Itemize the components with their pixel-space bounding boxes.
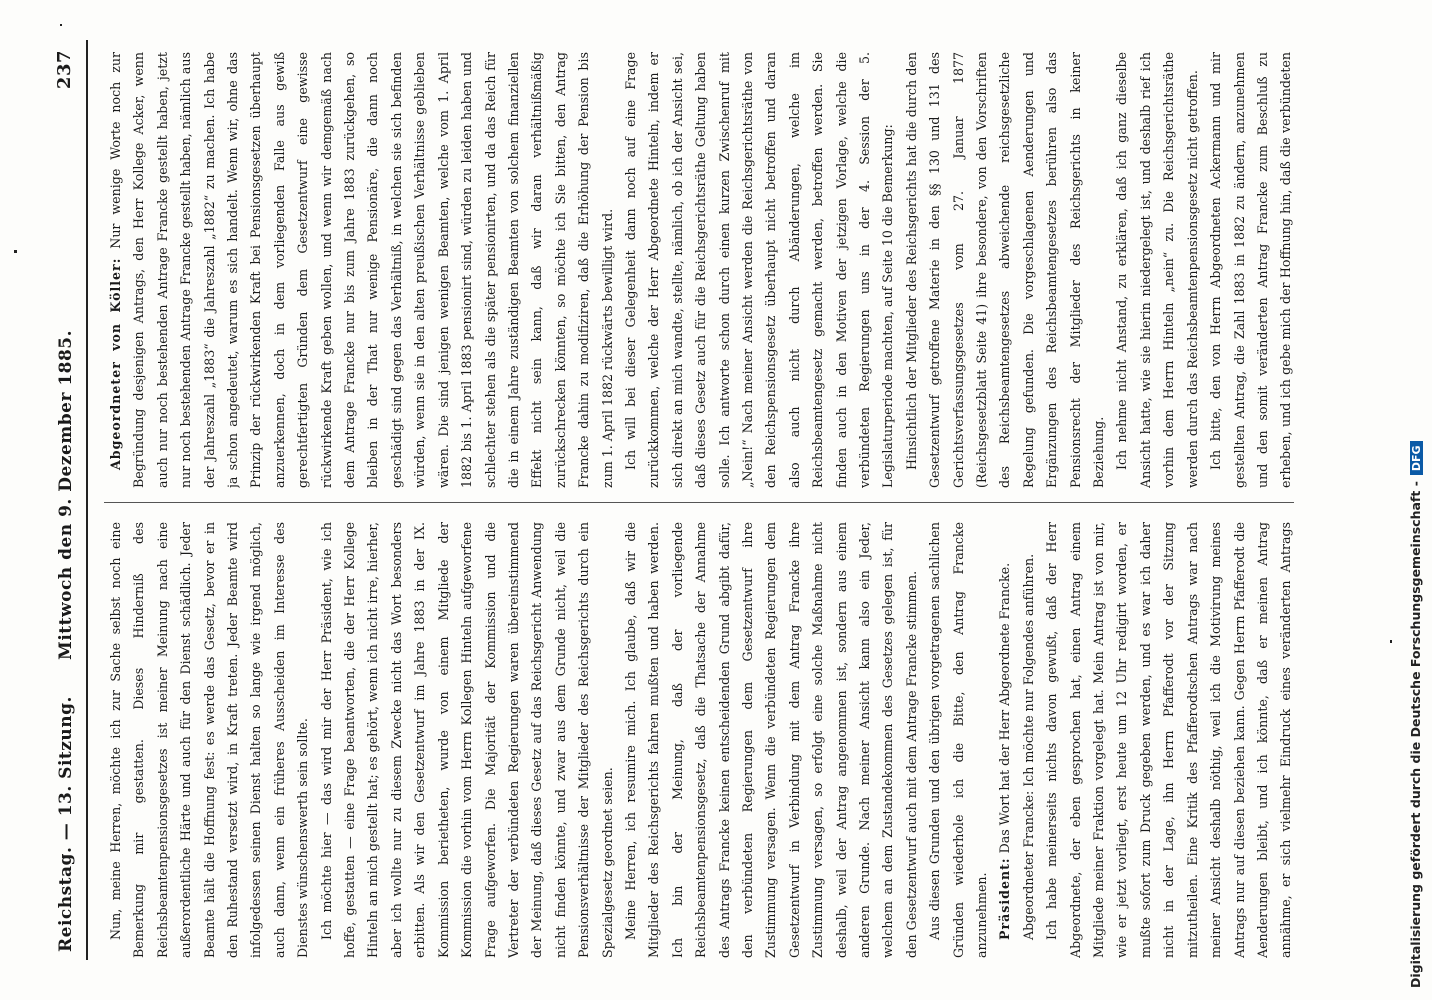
scan-speck <box>14 250 17 253</box>
text-paragraph <box>1040 522 1294 958</box>
header-session: Reichstag. — 13. Sitzung. <box>56 696 76 952</box>
scan-speck <box>60 24 62 26</box>
paragraph-text: Ich habe meinerseits nichts davon gewußt, daß der Herr Abgeordnete, der eben gesprochen hat, einen Antrag einem Mitgliede meiner Fraktion vorgelegt hat. Mein Antrag ist von mir, wie er jetzt vorliegt, erst heute um 12 Uhr redigirt worden, er mußte sofort zum Druck gegeben werden, und es war ich daher nicht in der Lage, ihn Herrn Pfafferodt vor der Sitzung mitzutheilen. Eine Kritik des Pfafferodtschen Antrags war nach meiner Ansicht deshalb nöthig, weil ich die Motivirung meines Antrags nur auf diesen beziehen kann. Gegen Herrn Pfafferodt die Aenderungen bleibt, und ich könnte, daß er meinen Antrag annähme, er sich vielmehr Eindruck eines veränderten Antrags <box>1044 522 1294 958</box>
paragraph-text: Ich möchte hier — das wird mir der Herr Präsident, wie ich hoffe, gestatten — eine Frage beantworten, die der Herr Kollege Hinteln an mich gestellt hat; es gehört, wenn ich nicht irre, hierher, aber ich wollte nur zu diesem Zwecke nicht das Wort besonders erbitten. Als wir den Gesetzentwurf im Jahre 1883 in der IX. Kommission berietheten, wurde von einem Mitgliede der Kommission die vorhin vom Herrn Kollegen Hinteln aufgeworfene Frage aufgeworfen. Die Majorität der Kommission und die Vertreter der verbündeten Regierungen waren übereinstimmend der Meinung, daß dieses Gesetz auf das Reichsgericht Anwendung nicht finden könnte, und zwar aus dem Grunde nicht, weil die Pensionsverhältnisse der Mitglieder des Reichsgerichts durch ein Spezialgesetz geordnet seien. <box>318 522 615 958</box>
text-paragraph <box>619 522 923 958</box>
speaker-paragraph <box>104 52 619 488</box>
right-text-column <box>104 52 1294 488</box>
paragraph-text: Das Wort hat der Herr Abgeordnete Francke. <box>997 562 1013 854</box>
paragraph-text: Nun, meine Herren, möchte ich zur Sache selbst noch eine Bemerkung mir gestatten. Dieses Hinderniß des Reichsbeamtenpensionsgesetzes ist meiner Meinung nach eine außerordentliche Härte und auch für den Dienst schädlich. Jeder Beamte hält die Hoffnung fest: es werde das Gesetz, bevor er in den Ruhestand versetzt wird, in Kraft treten. Jeder Beamte wird infolgedessen seinen Dienst halten so lange wie irgend möglich, auch dann, wenn ein früheres Ausscheiden im Interesse des Dienstes wünschenswerth sein sollte. <box>108 522 311 958</box>
header-date: Mittwoch den 9. Dezember 1885. <box>56 329 76 660</box>
scan-speck <box>1390 640 1392 643</box>
paragraph-text: Hinsichtlich der Mitglieder des Reichsgerichts hat die durch den Gesetzentwurf getroffene Materie in den §§ 130 und 131 des Gerichtsverfassungsgesetzes vom 27. Januar 1877 (Reichsgesetzblatt Seite 41) ihre besondere, von den Vorschriften des Reichsbeamtengesetzes abweichende reichsgesetzliche Regelung gefunden. Die vorgeschlagenen Aenderungen und Ergänzungen des Reichsbeamtengesetzes berühren also das Pensionsrecht der Mitglieder des Reichsgerichts in keiner Beziehung. <box>903 52 1107 488</box>
text-paragraph <box>315 522 619 958</box>
paragraph-text: Meine Herren, ich resumire mich. Ich glaube, daß wir die Mitglieder des Reichsgerichts fahren mußten und haben werden. Ich bin der Meinung, daß der vorliegende Reichsbeamtenpensionsgesetz, daß die Thatsache der Annahme des Antrags Francke keinen entscheidenden Grund abgibt dafür, den verbündeten Regierungen dem Gesetzentwurf ihre Zustimmung versagen. Wenn die verbündeten Regierungen dem Gesetzentwurf in Verbindung mit dem Antrag Francke ihre Zustimmung versagen, so erfolgt eine solche Maßnahme nicht deshalb, weil der Antrag angenommen ist, sondern aus einem anderen Grunde. Nach meiner Ansicht kann also ein Jeder, welchem an dem Zustandekommen des Gesetzes gelegen ist, für den Gesetzentwurf auch mit dem Antrage Francke stimmen. <box>622 522 919 958</box>
speaker-name: Abgeordneter von Köller: <box>108 257 123 470</box>
column-divider <box>104 502 1294 503</box>
text-paragraph <box>104 522 315 958</box>
text-paragraph <box>619 52 900 488</box>
paragraph-text: Ich bitte, den von Herrn Abgeordneten Ackermann und mir gestellten Antrag, die Zahl 1883 in 1882 zu ändern, anzunehmen und den somit veränderten Antrag Francke zum Beschluß zu erheben, und ich gebe mich der Hoffnung hin, daß die verbündeten <box>1208 52 1294 488</box>
paragraph-text: Abgeordneter Francke: Ich möchte nur Folgendes anführen. <box>1020 553 1036 940</box>
paragraph-text: Ich nehme nicht Anstand, zu erklären, daß ich ganz dieselbe Ansicht hatte, wie sie hierin niedergelegt ist, und deshalb rief ich vorhin dem Herrn Hinteln „nein“ zu. Die Reichsgerichtsräthe werden durch das Reichsbeamtenpensionsgesetz nicht getroffen. <box>1114 52 1200 488</box>
text-paragraph <box>900 52 1111 488</box>
paragraph-text: Nur wenige Worte noch zur Begründung desjenigen Antrags, den Herr Kollege Acker, wenn auch nur noch bestehenden Antrage Francke gestellt haben, jetzt nur noch bestehenden Antrage Francke gestellt haben, nämlich aus der Jahreszahl „1883“ die Jahreszahl „1882“ zu machen. Ich habe ja schon angedeutet, warum es sich handelt. Wenn wir, ohne das Prinzip der rückwirkenden Kraft bei Pensionsgesetzen überhaupt anzuerkennen, doch in dem vorliegenden Falle aus gewiß gerechtfertigten Gründen dem Gesetzentwurf eine gewisse rückwirkende Kraft geben wollen, und wenn wir demgemäß nach dem Antrage Francke nur bis zum Jahre 1883 zurückgehen, so bleiben in der That nur wenige Pensionäre, die dann noch geschädigt sind gegen das Verhältniß, in welchen sie sich befinden würden, wenn sie in den alten preußischen Verhältnisse geblieben wären. Die sind jenigen wenigen Beamten, welche vom 1. April 1882 bis 1. April 1883 pensionirt sind, würden zu leiden haben und schlechter stehen als die später pensionirten, und da das Reich für die in einem Jahre zuständigen Beamten von solchem finanziellen Effekt nicht sein kann, daß wir daran verhältnißmäßig zurückschrecken könnten, so möchte ich Sie bitten, den Antrag Francke dahin zu modifiziren, daß die Erhöhung der Pension bis zum 1. April 1882 rückwärts bewilligt wird. <box>108 52 615 488</box>
paragraph-text: Aus diesen Grunden und den übrigen vorgetragenen sachlichen Gründen wiederhole ich die Bitte, den Antrag Francke anzunehmen. <box>927 522 990 958</box>
rotated-document-page <box>46 40 1306 960</box>
left-text-column <box>104 522 1294 958</box>
page-header <box>46 40 88 960</box>
dfg-attribution-text: Digitalisierung gefördert durch die Deutsche Forschungsgemeinschaft - <box>1408 481 1423 988</box>
text-paragraph <box>1017 522 1040 958</box>
dfg-logo: DFG <box>1410 441 1423 475</box>
paragraph-text: Ich will bei dieser Gelegenheit dann noch auf eine Frage zurückkommen, welche der Herr Abgeordnete Hinteln, indem er sich direkt an mich wandte, stellte, nämlich, ob ich der Ansicht sei, daß dieses Gesetz auch für die Reichsgerichtsräthe Geltung haben solle. Ich antworte schon durch einen kurzen Zwischenruf mit „Nein!“ Nach meiner Ansicht werden die Reichsgerichtsräthe von den Reichspensionsgesetz überhaupt nicht betroffen und daran also auch nicht durch Abänderungen, welche im Reichsbeamtengesetz gemacht werden, betroffen werden. Sie finden auch in den Motiven der jetzigen Vorlage, welche die verbündeten Regierungen uns in der 4. Session der 5. Legislaturperiode machten, auf Seite 10 die Bemerkung: <box>622 52 896 488</box>
text-paragraph <box>1204 52 1294 488</box>
text-paragraph <box>1110 52 1204 488</box>
dfg-attribution <box>1408 0 1430 988</box>
speaker-paragraph <box>993 522 1016 958</box>
speaker-name: Präsident: <box>997 857 1013 940</box>
text-paragraph <box>923 522 993 958</box>
page-number: 237 <box>54 50 75 90</box>
